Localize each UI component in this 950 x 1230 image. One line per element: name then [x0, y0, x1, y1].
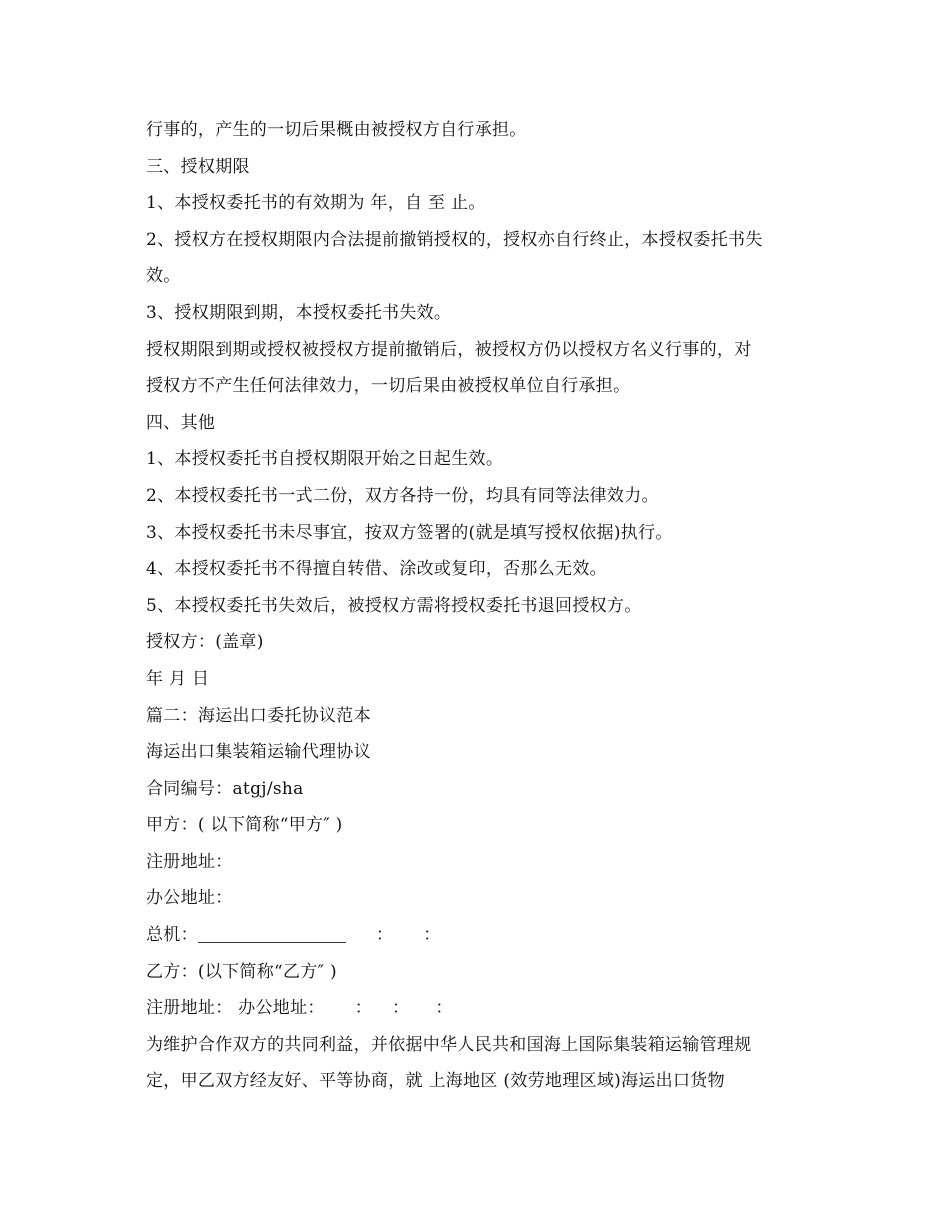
text-line: 2、授权方在授权期限内合法提前撤销授权的，授权亦自行终止，本授权委托书失: [146, 229, 763, 250]
text-line: 授权方不产生任何法律效力，一切后果由被授权单位自行承担。: [146, 376, 631, 397]
address-colon-1: ：: [354, 998, 373, 1019]
document-page: [146, 112, 816, 1100]
address-colon-2: ：: [392, 998, 410, 1019]
signature-line: 授权方：(盖章): [146, 632, 264, 653]
phone-colon-2: ：: [423, 925, 441, 946]
phone-label: 总机：: [146, 925, 198, 946]
party-b-address-line: [146, 990, 816, 1027]
phone-blank: [198, 924, 346, 943]
party-a: 甲方：( 以下简称“甲方″ ): [146, 815, 343, 836]
text-line: 1、本授权委托书的有效期为 年，自 至 止。: [146, 193, 486, 214]
party-b: 乙方：(以下简称“乙方″ ): [146, 961, 337, 982]
text-line: 3、授权期限到期，本授权委托书失效。: [146, 302, 452, 323]
registered-address: 注册地址：: [146, 851, 233, 872]
agreement-title: 海运出口集装箱运输代理协议: [146, 742, 371, 763]
office-address: 办公地址：: [146, 888, 233, 909]
phone-colon-1: ：: [375, 925, 394, 946]
phone-line: [146, 917, 816, 954]
address-colon-3: ：: [435, 998, 453, 1019]
section-heading: 篇二：海运出口委托协议范本: [146, 705, 371, 726]
contract-number: 合同编号：atgj/sha: [146, 778, 304, 799]
section-heading: 三、授权期限: [146, 156, 250, 177]
text-line: 效。: [146, 266, 181, 287]
text-line: 为维护合作双方的共同利益，并依据中华人民共和国海上国际集装箱运输管理规: [146, 1034, 752, 1055]
text-line: 1、本授权委托书自授权期限开始之日起生效。: [146, 449, 504, 470]
text-line: 行事的，产生的一切后果概由被授权方自行承担。: [146, 120, 527, 140]
date-line: 年 月 日: [146, 668, 210, 689]
text-line: 5、本授权委托书失效后，被授权方需将授权委托书退回授权方。: [146, 595, 642, 616]
text-line: 授权期限到期或授权被授权方提前撤销后，被授权方仍以授权方名义行事的，对: [146, 339, 752, 360]
text-line: 2、本授权委托书一式二份，双方各持一份，均具有同等法律效力。: [146, 485, 659, 506]
text-line: 3、本授权委托书未尽事宜，按双方签署的(就是填写授权依据)执行。: [146, 522, 673, 543]
text-line: 定，甲乙双方经友好、平等协商，就 上海地区 (效劳地理区域)海运出口货物: [146, 1071, 725, 1092]
address-text: 注册地址： 办公地址：: [146, 998, 325, 1019]
section-heading: 四、其他: [146, 412, 216, 433]
text-line: 4、本授权委托书不得擅自转借、涂改或复印，否那么无效。: [146, 559, 607, 580]
